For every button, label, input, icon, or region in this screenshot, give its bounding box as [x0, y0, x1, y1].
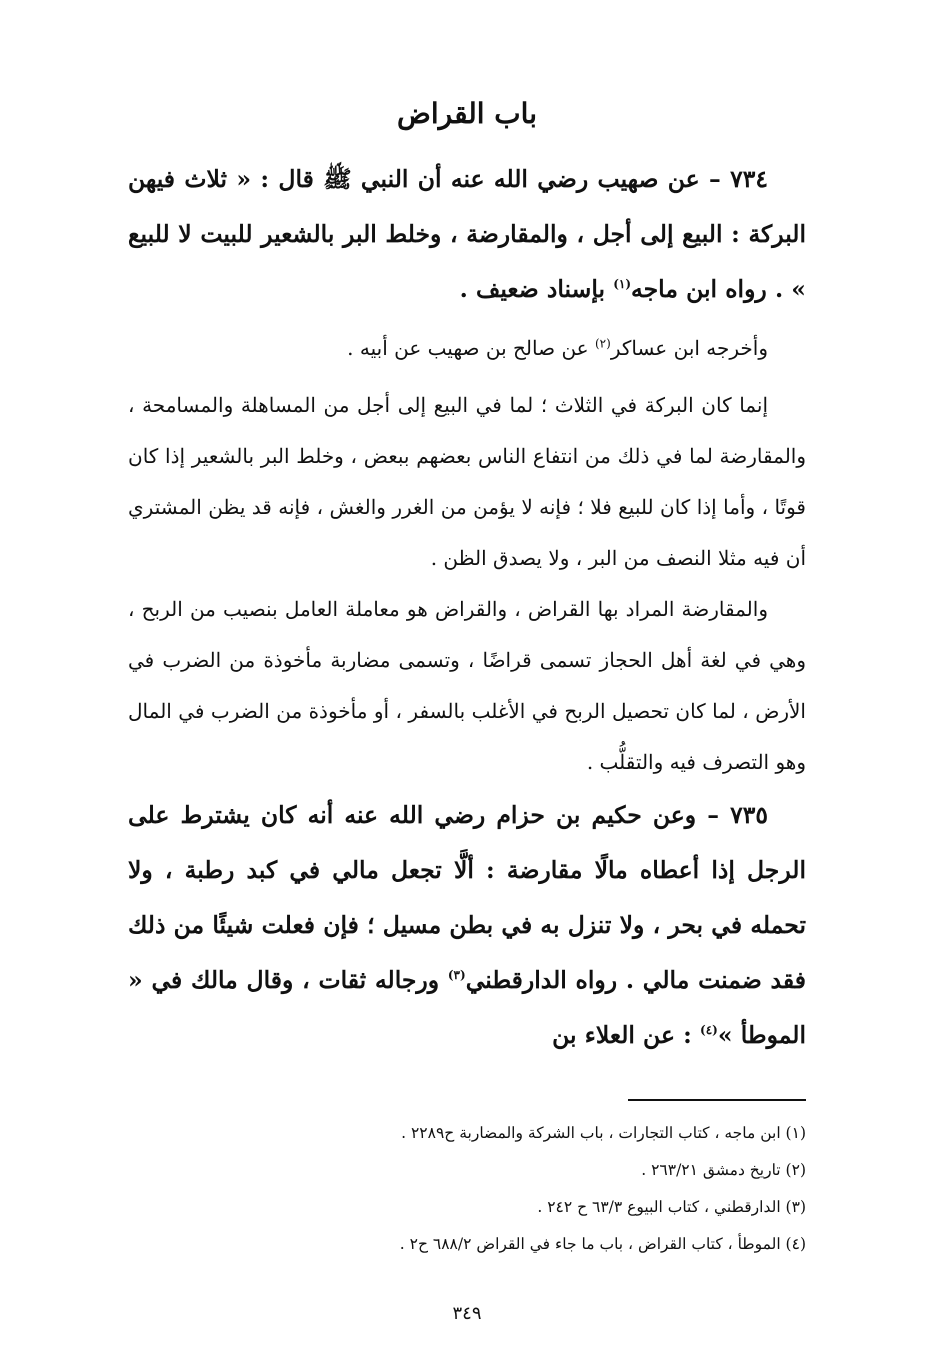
- commentary-paragraph-2: والمقارضة المراد بها القراض ، والقراض هو معاملة العامل بنصيب من الربح ، وهي في لغة أهل الحجاز تسمى قراضًا ، وتسمى مضاربة مأخوذة من الضرب في الأرض ، لما كان تحصيل الربح في الأغلب بالسفر ، أو مأخوذة من الضرب في المال وهو التصرف فيه والتقلُّب .: [128, 597, 806, 774]
- hadith-735-text: ٧٣٥ – وعن حكيم بن حزام رضي الله عنه أنه كان يشترط على الرجل إذا أعطاه مالًا مقارضة : ألَّا تجعل مالي في كبد رطبة ، ولا تحمله في بحر ، ولا تنزل به في بطن مسيل ؛ فإن فعلت شيئًا من ذلك فقد ضمنت مالي . رواه الدارقطني: [128, 801, 806, 994]
- footnote-4: (٤) الموطأ ، كتاب القراض ، باب ما جاء في القراض ٦٨٨/٢ ح٢ .: [399, 1235, 806, 1253]
- footnote-divider: [628, 1099, 806, 1101]
- takhrij-paragraph: [128, 323, 806, 374]
- hadith-735: [128, 788, 806, 1063]
- footnote-ref-4: (٤): [700, 1023, 718, 1038]
- page-number: ٣٤٩: [452, 1303, 482, 1324]
- hadith-734: [128, 152, 806, 317]
- footnote-3: (٣) الدارقطني ، كتاب البيوع ٦٣/٣ ح ٢٤٢ .: [537, 1198, 806, 1216]
- takhrij-text: وأخرجه ابن عساكر: [610, 336, 768, 360]
- footnote-ref-1: (١): [613, 277, 632, 292]
- footnote-ref-2: (٢): [594, 336, 611, 351]
- chapter-title: باب القراض: [397, 97, 537, 130]
- footnote-1: (١) ابن ماجه ، كتاب التجارات ، باب الشركة والمضاربة ح٢٢٨٩ .: [401, 1124, 806, 1142]
- hadith-734-text: ٧٣٤ – عن صهيب رضي الله عنه أن النبي ﷺ قال : « ثلاث فيهن البركة : البيع إلى أجل ، والمقارضة ، وخلط البر بالشعير للبيت لا للبيع » . رواه ابن ماجه: [128, 165, 806, 303]
- book-page: [128, 92, 806, 1329]
- hadith-734-grading: بإسناد ضعيف .: [459, 275, 614, 303]
- takhrij-text-end: عن صالح بن صهيب عن أبيه .: [347, 336, 595, 360]
- hadith-735-text-2: ورجاله ثقات ، وقال مالك في « الموطأ »: [128, 966, 806, 1049]
- commentary-paragraph-1: إنما كان البركة في الثلاث ؛ لما في البيع إلى أجل من المساهلة والمسامحة ، والمقارضة لما في ذلك من انتفاع الناس بعضهم ببعض ، وخلط البر بالشعير إذا كان قوتًا ، وأما إذا كان للبيع فلا ؛ فإنه لا يؤمن من الغرر والغش ، فإنه قد يظن المشتري أن فيه مثلا النصف من البر ، ولا يصدق الظن .: [128, 393, 806, 570]
- footnote-ref-3: (٣): [447, 968, 466, 983]
- hadith-735-text-3: : عن العلاء بن: [552, 1021, 701, 1049]
- footnotes-list: [128, 1115, 806, 1263]
- footnote-2: (٢) تاريخ دمشق ٢٦٣/٢١ .: [641, 1161, 806, 1179]
